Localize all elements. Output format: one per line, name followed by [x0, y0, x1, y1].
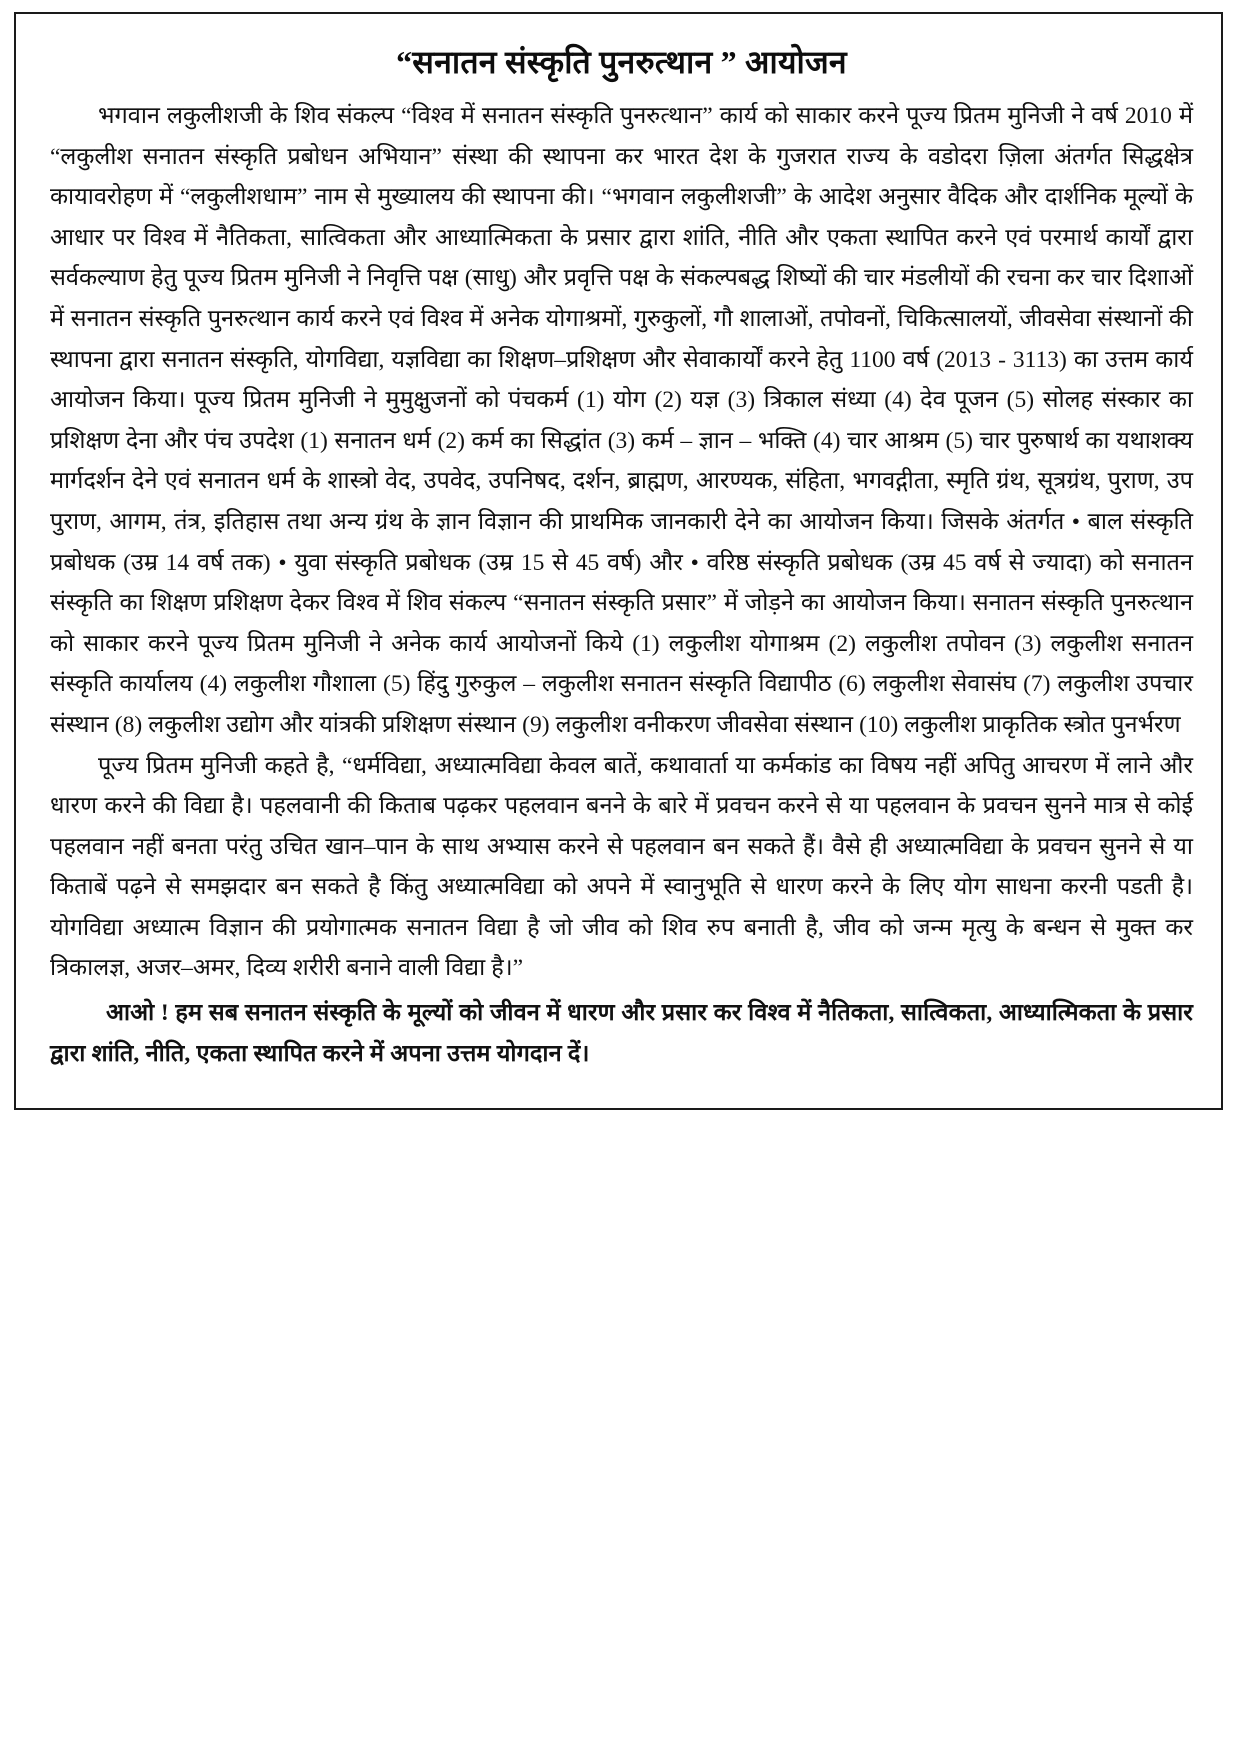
page-lower-blank-area: [0, 1112, 1241, 1754]
document-content: [50, 36, 1193, 1074]
paragraph-1: भगवान लकुलीशजी के शिव संकल्प “विश्व में सनातन संस्कृति पुनरुत्थान” कार्य को साकार करने पूज्य प्रितम मुनिजी ने वर्ष 2010 में “लकुलीश सनातन संस्कृति प्रबोधन अभियान” संस्था की स्थापना कर भारत देश के गुजरात राज्य के वडोदरा ज़िला अंतर्गत सिद्धक्षेत्र कायावरोहण में “लकुलीशधाम” नाम से मुख्यालय की स्थापना की। “भगवान लकुलीशजी” के आदेश अनुसार वैदिक और दार्शनिक मूल्यों के आधार पर विश्व में नैतिकता, सात्विकता और आध्यात्मिकता के प्रसार द्वारा शांति, नीति और एकता स्थापित करने एवं परमार्थ कार्यों द्वारा सर्वकल्याण हेतु पूज्य प्रितम मुनिजी ने निवृत्ति पक्ष (साधु) और प्रवृत्ति पक्ष के संकल्पबद्ध शिष्यों की चार मंडलीयों की रचना कर चार दिशाओं में सनातन संस्कृति पुनरुत्थान कार्य करने एवं विश्व में अनेक योगाश्रमों, गुरुकुलों, गौ शालाओं, तपोवनों, चिकित्सालयों, जीवसेवा संस्थानों की स्थापना द्वारा सनातन संस्कृति, योगविद्या, यज्ञविद्या का शिक्षण–प्रशिक्षण और सेवाकार्यों करने हेतु 1100 वर्ष (2013 - 3113) का उत्तम कार्य आयोजन किया। पूज्य प्रितम मुनिजी ने मुमुक्षुजनों को पंचकर्म (1) योग (2) यज्ञ (3) त्रिकाल संध्या (4) देव पूजन (5) सोलह संस्कार का प्रशिक्षण देना और पंच उपदेश (1) सनातन धर्म (2) कर्म का सिद्धांत (3) कर्म – ज्ञान – भक्ति (4) चार आश्रम (5) चार पुरुषार्थ का यथाशक्य मार्गदर्शन देने एवं सनातन धर्म के शास्त्रो वेद, उपवेद, उपनिषद, दर्शन, ब्राह्मण, आरण्यक, संहिता, भगवद्गीता, स्मृति ग्रंथ, सूत्रग्रंथ, पुराण, उप पुराण, आगम, तंत्र, इतिहास तथा अन्य ग्रंथ के ज्ञान विज्ञान की प्राथमिक जानकारी देने का आयोजन किया। जिसके अंतर्गत • बाल संस्कृति प्रबोधक (उम्र 14 वर्ष तक) • युवा संस्कृति प्रबोधक (उम्र 15 से 45 वर्ष) और • वरिष्ठ संस्कृति प्रबोधक (उम्र 45 वर्ष से ज्यादा) को सनातन संस्कृति का शिक्षण प्रशिक्षण देकर विश्व में शिव संकल्प “सनातन संस्कृति प्रसार” में जोड़ने का आयोजन किया। सनातन संस्कृति पुनरुत्थान को साकार करने पूज्य प्रितम मुनिजी ने अनेक कार्य आयोजनों किये (1) लकुलीश योगाश्रम (2) लकुलीश तपोवन (3) लकुलीश सनातन संस्कृति कार्यालय (4) लकुलीश गौशाला (5) हिंदु गुरुकुल – लकुलीश सनातन संस्कृति विद्यापीठ (6) लकुलीश सेवासंघ (7) लकुलीश उपचार संस्थान (8) लकुलीश उद्योग और यांत्रकी प्रशिक्षण संस्थान (9) लकुलीश वनीकरण जीवसेवा संस्थान (10) लकुलीश प्राकृतिक स्त्रोत पुनर्भरण: [50, 103, 1193, 738]
paragraph-3-call-to-action: आओ ! हम सब सनातन संस्कृति के मूल्यों को जीवन में धारण और प्रसार कर विश्व में नैतिकता, सात्विकता, आध्यात्मिकता के प्रसार द्वारा शांति, नीति, एकता स्थापित करने में अपना उत्तम योगदान दें।: [50, 1000, 1193, 1067]
paragraph-2: पूज्य प्रितम मुनिजी कहते है, “धर्मविद्या, अध्यात्मविद्या केवल बातें, कथावार्ता या कर्मकांड का विषय नहीं अपितु आचरण में लाने और धारण करने की विद्या है। पहलवानी की किताब पढ़कर पहलवान बनने के बारे में प्रवचन करने से या पहलवान के प्रवचन सुनने मात्र से कोई पहलवान नहीं बनता परंतु उचित खान–पान के साथ अभ्यास करने से पहलवान बन सकते हैं। वैसे ही अध्यात्मविद्या के प्रवचन सुनने से या किताबें पढ़ने से समझदार बन सकते है किंतु अध्यात्मविद्या को अपने में स्वानुभूति से धारण करने के लिए योग साधना करनी पडती है। योगविद्या अध्यात्म विज्ञान की प्रयोगात्मक सनातन विद्या है जो जीव को शिव रुप बनाती है, जीव को जन्म मृत्यु के बन्धन से मुक्त कर त्रिकालज्ञ, अजर–अमर, दिव्य शरीरी बनाने वाली विद्या है।”: [50, 752, 1193, 982]
content-border-frame: [14, 12, 1223, 1110]
page-title: “सनातन संस्कृति पुनरुत्थान ” आयोजन: [396, 44, 847, 80]
